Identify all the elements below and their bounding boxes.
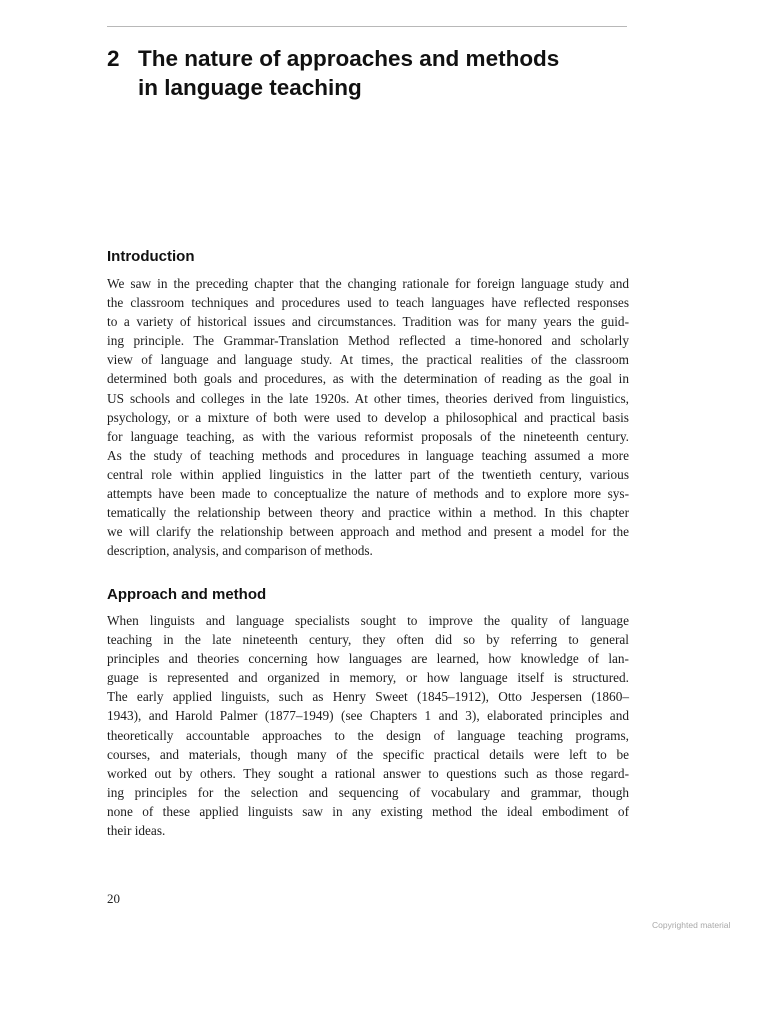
text-line: tematically the relationship between theory and practice within a method. In this chapter: [107, 505, 629, 521]
page-number: 20: [107, 891, 120, 906]
text-line: When linguists and language specialists sought to improve the quality of language: [107, 613, 629, 628]
section-heading-introduction: Introduction: [107, 248, 195, 265]
text-line: psychology, or a mixture of both were used to develop a philosophical and practical basis: [107, 409, 629, 425]
text-line: ing principles for the selection and sequencing of vocabulary and grammar, though: [107, 784, 629, 800]
top-rule: [107, 26, 627, 27]
chapter-title-line: in language teaching: [138, 75, 362, 100]
text-line: We saw in the preceding chapter that the changing rationale for foreign language study and: [107, 276, 629, 291]
text-line: their ideas.: [107, 823, 166, 839]
chapter-number: 2: [107, 46, 120, 71]
text-line: The early applied linguists, such as Henry Sweet (1845–1912), Otto Jespersen (1860–: [107, 689, 629, 705]
text-line: view of language and language study. At times, the practical realities of the classroom: [107, 352, 629, 368]
text-line: the classroom techniques and procedures used to teach languages have reflected responses: [107, 295, 629, 311]
chapter-title: [138, 44, 638, 102]
text-line: teaching in the late nineteenth century, they often did so by referring to general: [107, 632, 629, 648]
approach-and-method-paragraph: [107, 611, 629, 840]
text-line: worked out by others. They sought a rational answer to questions such as those regard-: [107, 765, 629, 781]
text-line: US schools and colleges in the late 1920s. At other times, theories derived from linguistics,: [107, 390, 629, 406]
text-line: determined both goals and procedures, as with the determination of reading as the goal in: [107, 371, 629, 387]
text-line: description, analysis, and comparison of methods.: [107, 543, 373, 559]
text-line: attempts have been made to conceptualize the nature of methods and to explore more sys-: [107, 486, 629, 502]
text-line: ing principle. The Grammar-Translation Method reflected a time-honored and scholarly: [107, 333, 629, 349]
introduction-paragraph: [107, 274, 629, 560]
text-line: As the study of teaching methods and procedures in language teaching assumed a more: [107, 447, 629, 463]
text-line: we will clarify the relationship between approach and method and present a model for the: [107, 524, 629, 540]
text-line: theoretically accountable approaches to the design of language teaching programs,: [107, 727, 629, 743]
text-line: 1943), and Harold Palmer (1877–1949) (see Chapters 1 and 3), elaborated principles and: [107, 708, 629, 724]
text-line: central role within applied linguistics in the latter part of the twentieth century, various: [107, 466, 629, 482]
chapter-title-line: The nature of approaches and methods: [138, 46, 560, 71]
text-line: courses, and materials, though many of the specific practical details were left to be: [107, 746, 629, 762]
section-heading-approach-and-method: Approach and method: [107, 586, 267, 603]
text-line: to a variety of historical issues and circumstances. Tradition was for many years the guid-: [107, 314, 629, 330]
text-line: principles and theories concerning how languages are learned, how knowledge of lan-: [107, 651, 629, 667]
text-line: for language teaching, as with the various reformist proposals of the nineteenth century.: [107, 428, 629, 444]
text-line: guage is represented and organized in memory, or how language itself is structured.: [107, 670, 629, 686]
text-line: none of these applied linguists saw in any existing method the ideal embodiment of: [107, 803, 629, 819]
copyright-watermark: Copyrighted material: [652, 920, 731, 930]
